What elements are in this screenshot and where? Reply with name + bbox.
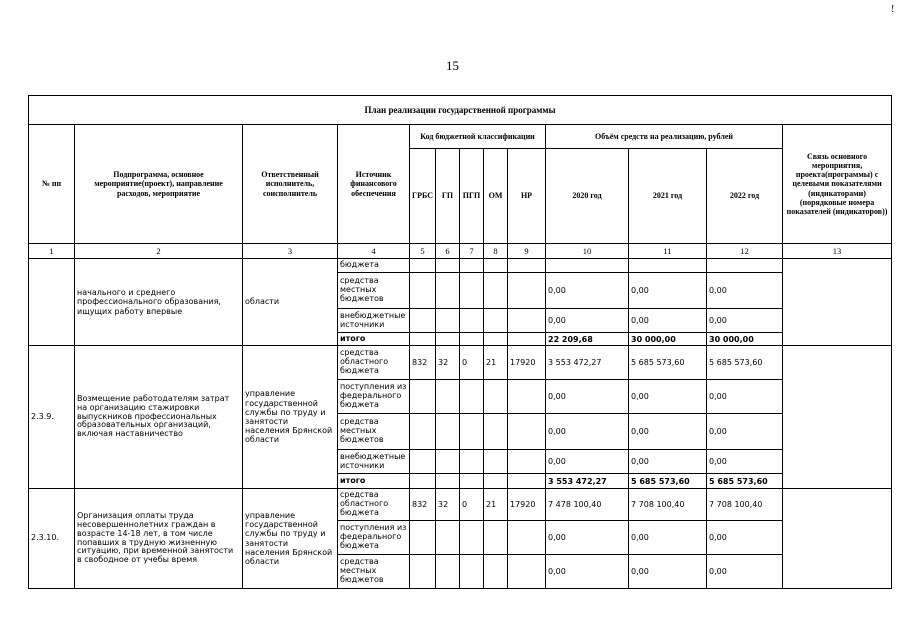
value-2021: 0,00	[629, 414, 707, 450]
header-om: ОМ	[484, 149, 508, 244]
column-number: 9	[508, 244, 546, 259]
header-nr: НР	[508, 149, 546, 244]
value-2020: 0,00	[546, 273, 629, 309]
source-cell: внебюджетные источники	[338, 450, 410, 474]
value-2022: 5 685 573,60	[707, 346, 783, 380]
row-num: 2.3.10.	[29, 489, 75, 589]
link-cell	[783, 346, 892, 489]
value-2020: 0,00	[546, 309, 629, 333]
executor-cell: управление государственной службы по труду и занятости населения Брянской области	[243, 489, 338, 589]
pgp-cell: 0	[460, 346, 484, 380]
value-2021: 7 708 100,40	[629, 489, 707, 521]
program-cell: Организация оплаты труда несовершеннолетних граждан в возрасте 14-18 лет, в том числе попавших в трудную жизненную ситуацию, при временной занятости в свободное от учебы время	[75, 489, 243, 589]
column-number: 10	[546, 244, 629, 259]
header-volume: Объём средств на реализацию, рублей	[546, 125, 783, 149]
header-program: Подпрограмма, основное мероприятие(проект), направление расходов, мероприятие	[75, 125, 243, 244]
om-cell: 21	[484, 346, 508, 380]
header-source: Источник финансового обеспечения	[338, 125, 410, 244]
column-number: 1	[29, 244, 75, 259]
header-link: Связь основного мероприятия, проекта(программы) с целевыми показателями (индикаторами) (порядковые номера показателей (индикаторов))	[783, 125, 892, 244]
link-cell	[783, 259, 892, 346]
value-2021	[629, 259, 707, 273]
value-2020: 3 553 472,27	[546, 346, 629, 380]
value-2022	[707, 259, 783, 273]
value-2021: 0,00	[629, 450, 707, 474]
grbs-cell: 832	[410, 489, 436, 521]
value-2020: 3 553 472,27	[546, 474, 629, 489]
column-number: 5	[410, 244, 436, 259]
column-number: 6	[436, 244, 460, 259]
value-2021: 0,00	[629, 273, 707, 309]
value-2022: 0,00	[707, 273, 783, 309]
header-budget-code: Код бюджетной классификации	[410, 125, 546, 149]
value-2020: 0,00	[546, 380, 629, 414]
table-row	[29, 346, 892, 380]
value-2020	[546, 259, 629, 273]
value-2020: 22 209,68	[546, 333, 629, 346]
grbs-cell: 832	[410, 346, 436, 380]
value-2020: 0,00	[546, 555, 629, 589]
value-2021: 0,00	[629, 309, 707, 333]
source-cell: поступления из федерального бюджета	[338, 380, 410, 414]
column-number: 13	[783, 244, 892, 259]
source-cell: внебюджетные источники	[338, 309, 410, 333]
header-grbs: ГРБС	[410, 149, 436, 244]
header-2022: 2022 год	[707, 149, 783, 244]
value-2022: 30 000,00	[707, 333, 783, 346]
value-2021: 5 685 573,60	[629, 474, 707, 489]
nr-cell: 17920	[508, 489, 546, 521]
header-num: № пп	[29, 125, 75, 244]
column-number: 8	[484, 244, 508, 259]
header-2020: 2020 год	[546, 149, 629, 244]
value-2020: 7 478 100,40	[546, 489, 629, 521]
value-2020: 0,00	[546, 521, 629, 555]
link-cell	[783, 489, 892, 589]
source-cell: средства областного бюджета	[338, 489, 410, 521]
value-2022: 0,00	[707, 380, 783, 414]
column-number: 2	[75, 244, 243, 259]
source-cell: средства местных бюджетов	[338, 555, 410, 589]
program-cell: Возмещение работодателям затрат на организацию стажировки выпускников профессиональных образовательных организаций, включая наставничество	[75, 346, 243, 489]
header-executor: Ответственный исполнитель, соисполнитель	[243, 125, 338, 244]
row-num: 2.3.9.	[29, 346, 75, 489]
value-2022: 0,00	[707, 414, 783, 450]
edge-mark: !	[891, 4, 895, 15]
page-number: 15	[446, 58, 459, 73]
value-2022: 7 708 100,40	[707, 489, 783, 521]
value-2022: 5 685 573,60	[707, 474, 783, 489]
executor-cell: области	[243, 259, 338, 346]
header-gp: ГП	[436, 149, 460, 244]
header-pgp: ПГП	[460, 149, 484, 244]
column-number: 11	[629, 244, 707, 259]
value-2020: 0,00	[546, 414, 629, 450]
source-cell: средства местных бюджетов	[338, 414, 410, 450]
source-cell: средства областного бюджета	[338, 346, 410, 380]
program-plan-table	[28, 95, 892, 589]
value-2021: 0,00	[629, 380, 707, 414]
value-2021: 5 685 573,60	[629, 346, 707, 380]
value-2022: 0,00	[707, 555, 783, 589]
source-cell: средства местных бюджетов	[338, 273, 410, 309]
executor-cell: управление государственной службы по труду и занятости населения Брянской области	[243, 346, 338, 489]
gp-cell: 32	[436, 489, 460, 521]
column-number: 12	[707, 244, 783, 259]
value-2022: 0,00	[707, 521, 783, 555]
table-title: План реализации государственной программы	[29, 96, 892, 125]
source-cell: поступления из федерального бюджета	[338, 521, 410, 555]
pgp-cell: 0	[460, 489, 484, 521]
om-cell: 21	[484, 489, 508, 521]
table-row	[29, 489, 892, 521]
program-cell: начального и среднего профессионального образования, ищущих работу впервые	[75, 259, 243, 346]
column-number: 4	[338, 244, 410, 259]
gp-cell: 32	[436, 346, 460, 380]
header-2021: 2021 год	[629, 149, 707, 244]
value-2021: 0,00	[629, 521, 707, 555]
value-2020: 0,00	[546, 450, 629, 474]
value-2021: 30 000,00	[629, 333, 707, 346]
value-2022: 0,00	[707, 450, 783, 474]
value-2021: 0,00	[629, 555, 707, 589]
source-cell: итого	[338, 333, 410, 346]
source-cell: итого	[338, 474, 410, 489]
nr-cell: 17920	[508, 346, 546, 380]
source-cell: бюджета	[338, 259, 410, 273]
column-number: 3	[243, 244, 338, 259]
value-2022: 0,00	[707, 309, 783, 333]
table-row	[29, 259, 892, 273]
column-number: 7	[460, 244, 484, 259]
row-num	[29, 259, 75, 346]
